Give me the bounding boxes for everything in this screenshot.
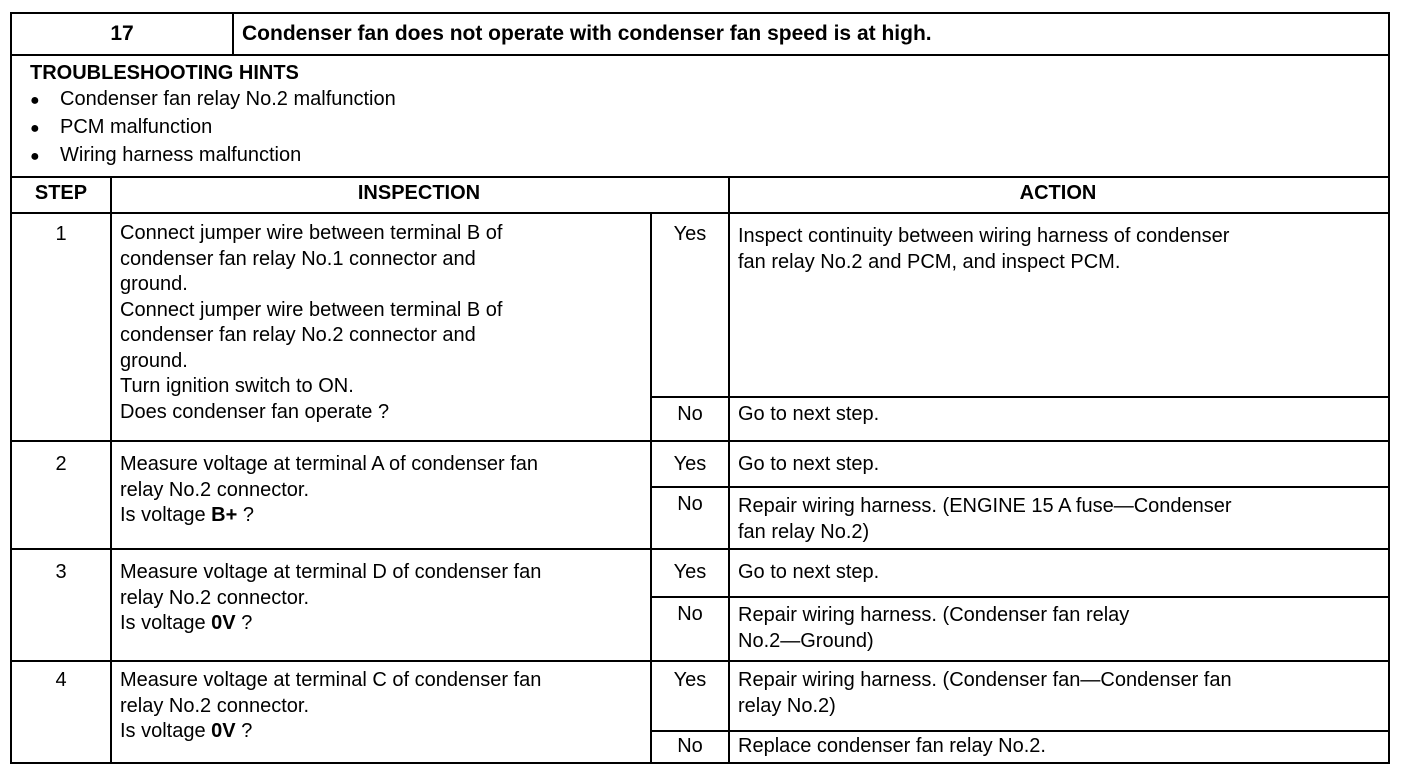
inspection-line: Connect jumper wire between terminal B of [120,298,503,321]
yes-action [738,560,1378,586]
action-line: Inspect continuity between wiring harness of condenser [738,225,1230,247]
no-label: No [677,735,703,757]
action-line: fan relay No.2) [738,520,870,543]
bullet-icon: ● [30,92,40,109]
hints-title: TROUBLESHOOTING HINTS [30,62,299,84]
table-header [12,14,1388,56]
hint-item [30,86,1370,114]
inspection-line: ground. [120,349,188,372]
column-divider [728,176,730,764]
question-suffix: ? [235,720,253,742]
procedure-number: 17 [12,14,234,54]
inspection-line: relay No.2 connector. [120,586,309,609]
yes-action [738,452,1378,478]
inspection-text [120,668,648,745]
inspection-line: Measure voltage at terminal C of condenser fan [120,669,542,691]
action-line: Repair wiring harness. (Condenser fan—Condenser fan [738,669,1232,691]
action-line: Go to next step. [738,453,880,475]
inspection-line: Does condenser fan operate ? [120,400,390,423]
divider [650,596,1388,598]
troubleshooting-hints [30,60,1370,170]
no-label: No [677,603,703,625]
yes-label: Yes [673,453,707,475]
hint-item [30,142,1370,170]
no-label: No [677,493,703,515]
no-action [738,603,1378,654]
action-line: relay No.2) [738,694,836,717]
step-number: 1 [55,223,67,245]
hints-list [30,86,1370,170]
no-action [738,734,1378,760]
action-line: Go to next step. [738,403,880,425]
question-prefix: Is voltage [120,504,212,526]
divider [12,212,1388,214]
column-header-inspection: INSPECTION [357,182,481,204]
yes-action [738,668,1378,719]
question-value: 0V [211,720,236,742]
step-number: 2 [55,453,67,475]
divider [12,440,1388,442]
inspection-line: ground. [120,273,188,295]
yes-label: Yes [673,669,707,691]
question-prefix: Is voltage [120,720,212,742]
step-number: 3 [55,561,67,583]
divider [12,660,1388,662]
action-line: Replace condenser fan relay No.2. [738,735,1046,757]
question-prefix: Is voltage [120,612,212,634]
inspection-text [120,221,644,425]
question-value: B+ [211,504,238,526]
no-action [738,402,1378,428]
inspection-line: condenser fan relay No.1 connector and [120,247,476,270]
inspection-question [120,503,648,529]
inspection-text [120,452,648,529]
hint-text: PCM malfunction [60,116,213,138]
column-header-action: ACTION [1019,182,1097,204]
no-label: No [677,403,703,425]
inspection-line: relay No.2 connector. [120,694,309,717]
inspection-line: Turn ignition switch to ON. [120,375,354,397]
inspection-line: Measure voltage at terminal A of condenser fan [120,453,539,475]
inspection-question [120,611,648,637]
inspection-text [120,560,648,637]
action-line: Repair wiring harness. (ENGINE 15 A fuse—Condenser [738,495,1232,517]
action-line: Repair wiring harness. (Condenser fan relay [738,604,1130,626]
procedure-title: Condenser fan does not operate with condenser fan speed is at high. [242,22,932,45]
question-value: 0V [211,612,236,634]
bullet-icon: ● [30,120,40,137]
step-number: 4 [55,669,67,691]
divider [650,730,1388,732]
inspection-line: Measure voltage at terminal D of condenser fan [120,561,542,583]
yes-label: Yes [673,223,707,245]
hint-text: Condenser fan relay No.2 malfunction [60,88,396,110]
divider [650,396,1388,398]
inspection-line: relay No.2 connector. [120,478,309,501]
question-suffix: ? [235,612,253,634]
divider [650,486,1388,488]
troubleshooting-table [10,12,1390,764]
inspection-line: condenser fan relay No.2 connector and [120,324,476,346]
column-divider [110,176,112,764]
hint-item [30,114,1370,142]
column-header-step: STEP [34,182,88,204]
yes-action [738,224,1378,275]
yes-label: Yes [673,561,707,583]
action-line: No.2—Ground) [738,629,874,652]
action-line: Go to next step. [738,561,880,583]
inspection-line: Connect jumper wire between terminal B of [120,222,503,244]
hint-text: Wiring harness malfunction [60,144,302,166]
no-action [738,494,1378,545]
question-suffix: ? [237,504,254,526]
bullet-icon: ● [30,148,40,165]
action-line: fan relay No.2 and PCM, and inspect PCM. [738,250,1121,273]
inspection-question [120,719,648,745]
divider [12,548,1388,550]
